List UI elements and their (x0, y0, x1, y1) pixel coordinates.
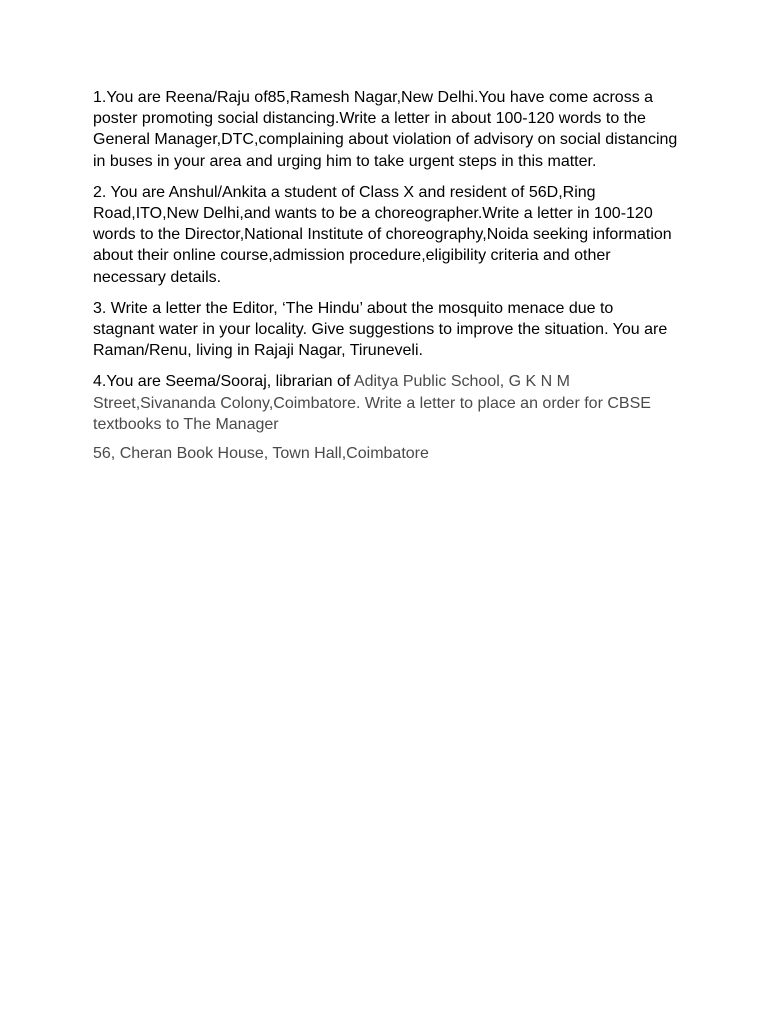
question-4 (93, 371, 678, 435)
question-2: 2. You are Anshul/Ankita a student of Class X and resident of 56D,Ring Road,ITO,New Delhi,and wants to be a choreographer.Write a letter in 100-120 words to the Director,National Institute of choreography,Noida seeking information about their online course,admission procedure,eligibility criteria and other necessary details. (93, 183, 672, 286)
address-line: 56, Cheran Book House, Town Hall,Coimbatore (93, 445, 429, 463)
document-page (93, 87, 678, 474)
question-4-details: Aditya Public School, G K N M Street,Sivananda Colony,Coimbatore. Write a letter to place an order for CBSE textbooks to The Manager (93, 373, 651, 433)
question-4-intro: 4.You are Seema/Sooraj, librarian of (93, 373, 354, 391)
question-1: 1.You are Reena/Raju of85,Ramesh Nagar,New Delhi.You have come across a poster promoting social distancing.Write a letter in about 100-120 words to the General Manager,DTC,complaining about violation of advisory on social distancing in buses in your area and urging him to take urgent steps in this matter. (93, 89, 678, 170)
question-3: 3. Write a letter the Editor, ‘The Hindu’ about the mosquito menace due to stagnant water in your locality. Give suggestions to improve the situation. You are Raman/Renu, living in Rajaji Nagar, Tiruneveli. (93, 299, 668, 360)
